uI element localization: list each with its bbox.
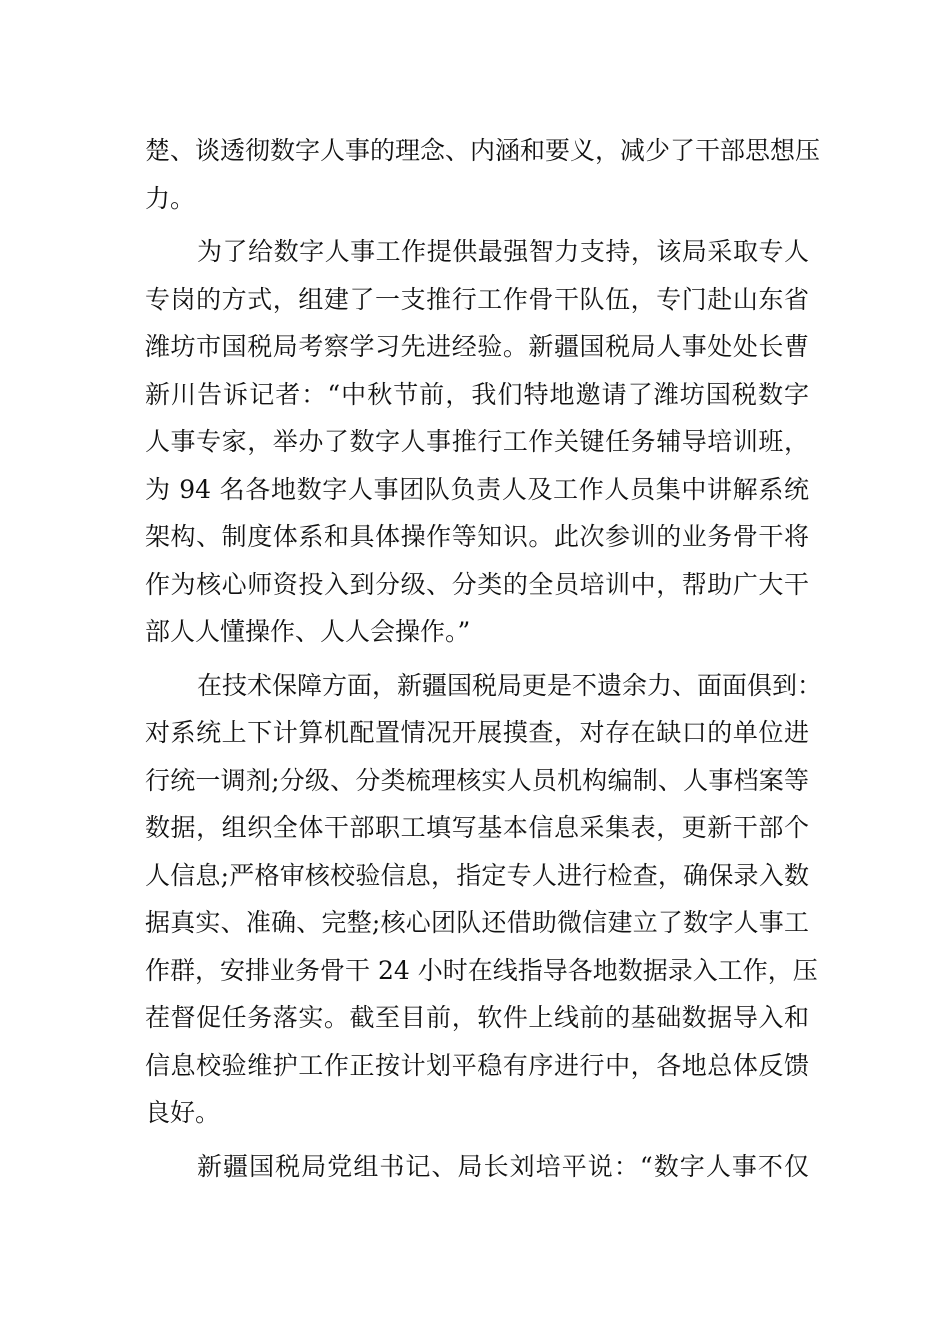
paragraph-2: [145, 228, 809, 656]
text-line: 专岗的方式，组建了一支推行工作骨干队伍，专门赴山东省: [145, 284, 809, 314]
body-text: [145, 127, 823, 1190]
text-line: 作为核心师资投入到分级、分类的全员培训中，帮助广大干: [145, 569, 809, 599]
paragraph-4: [145, 1143, 809, 1191]
text-line: 力。: [145, 183, 196, 213]
text-line: 数据，组织全体干部职工填写基本信息采集表，更新干部个: [145, 813, 809, 842]
text-line: 楚、谈透彻数字人事的理念、内涵和要义，减少了干部思想压: [145, 136, 821, 165]
text-line: 架构、制度体系和具体操作等知识。此次参训的业务骨干将: [145, 522, 809, 551]
text-line: 新疆国税局党组书记、局长刘培平说：“数字人事不仅: [197, 1151, 809, 1181]
text-line: 在技术保障方面，新疆国税局更是不遗余力、面面俱到：: [197, 670, 823, 700]
paragraph-1: [145, 127, 821, 222]
text-line: 潍坊市国税局考察学习先进经验。新疆国税局人事处处长曹: [145, 332, 809, 361]
text-line: 为了给数字人事工作提供最强智力支持，该局采取专人: [197, 237, 809, 266]
text-line: 新川告诉记者：“中秋节前，我们特地邀请了潍坊国税数字: [145, 379, 809, 409]
text-line: 人事专家，举办了数字人事推行工作关键任务辅导培训班，: [145, 427, 809, 456]
text-line: 信息校验维护工作正按计划平稳有序进行中，各地总体反馈: [145, 1050, 809, 1080]
text-line: 部人人懂操作、人人会操作。”: [145, 617, 471, 646]
text-line: 人信息;严格审核校验信息，指定专人进行检查，确保录入数: [145, 860, 809, 890]
text-line: 对系统上下计算机配置情况开展摸查，对存在缺口的单位进: [145, 718, 809, 747]
text-line: 良好。: [145, 1098, 221, 1127]
text-line: 行统一调剂;分级、分类梳理核实人员机构编制、人事档案等: [145, 765, 809, 795]
paragraph-3: [145, 662, 823, 1137]
text-line: 茬督促任务落实。截至目前，软件上线前的基础数据导入和: [145, 1003, 809, 1032]
text-line: 据真实、准确、完整;核心团队还借助微信建立了数字人事工: [145, 908, 809, 937]
text-line: 作群，安排业务骨干 24 小时在线指导各地数据录入工作，压: [145, 955, 818, 985]
text-line: 为 94 名各地数字人事团队负责人及工作人员集中讲解系统: [145, 474, 809, 504]
